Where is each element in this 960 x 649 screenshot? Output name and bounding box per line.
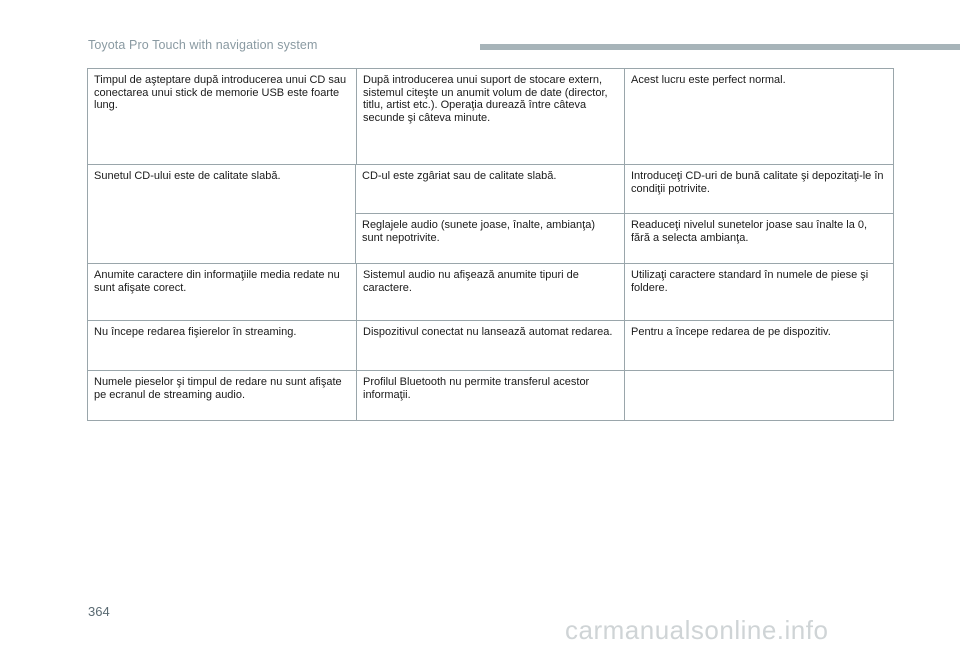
cause-cell: Dispozitivul conectat nu lansează automat redarea. — [356, 321, 624, 370]
table-row — [88, 263, 893, 320]
table-sub-row — [356, 213, 893, 263]
cause-cell: După introducerea unui suport de stocare extern, sistemul citeşte un anumit volum de date (director, titlu, artist etc.). Operaţia durează între câteva secunde şi câteva minute. — [356, 69, 624, 164]
problem-cell: Nu începe redarea fişierelor în streaming. — [94, 326, 297, 338]
cause-cell: Profilul Bluetooth nu permite transferul acestor informaţii. — [356, 371, 624, 420]
solution-cell: Acest lucru este perfect normal. — [624, 69, 893, 164]
table-row — [88, 69, 893, 164]
table-row — [88, 370, 893, 420]
header-divider-bar — [480, 44, 960, 50]
solution-cell: Utilizaţi caractere standard în numele de piese şi foldere. — [624, 264, 893, 320]
table-row — [88, 320, 893, 370]
solution-cell — [624, 371, 893, 420]
problem-cell: Sunetul CD-ului este de calitate slabă. — [94, 170, 281, 182]
document-header-title: Toyota Pro Touch with navigation system — [88, 38, 318, 52]
table-sub-row — [356, 165, 893, 213]
cause-cell: Reglajele audio (sunete joase, înalte, ambianţa) sunt nepotrivite. — [362, 219, 595, 244]
problem-cell: Anumite caractere din informaţiile media redate nu sunt afişate corect. — [94, 269, 340, 294]
table-row-group — [88, 164, 893, 263]
solution-cell: Readuceţi nivelul sunetelor joase sau înalte la 0, fără a selecta ambianţa. — [624, 214, 893, 263]
solution-cell: Introduceţi CD-uri de bună calitate şi depozitaţi-le în condiţii potrivite. — [624, 165, 893, 213]
cause-cell: CD-ul este zgâriat sau de calitate slabă. — [362, 170, 557, 182]
sub-rows — [355, 165, 893, 263]
watermark-text: carmanualsonline.info — [565, 615, 829, 645]
problem-cell: Numele pieselor şi timpul de redare nu sunt afişate pe ecranul de streaming audio. — [94, 376, 342, 401]
problem-cell: Timpul de aşteptare după introducerea unui CD sau conectarea unui stick de memorie USB este foarte lung. — [94, 74, 347, 111]
troubleshooting-table — [87, 68, 894, 421]
page-number: 364 — [88, 604, 110, 619]
solution-cell: Pentru a începe redarea de pe dispozitiv. — [624, 321, 893, 370]
cause-cell: Sistemul audio nu afişează anumite tipuri de caractere. — [356, 264, 624, 320]
